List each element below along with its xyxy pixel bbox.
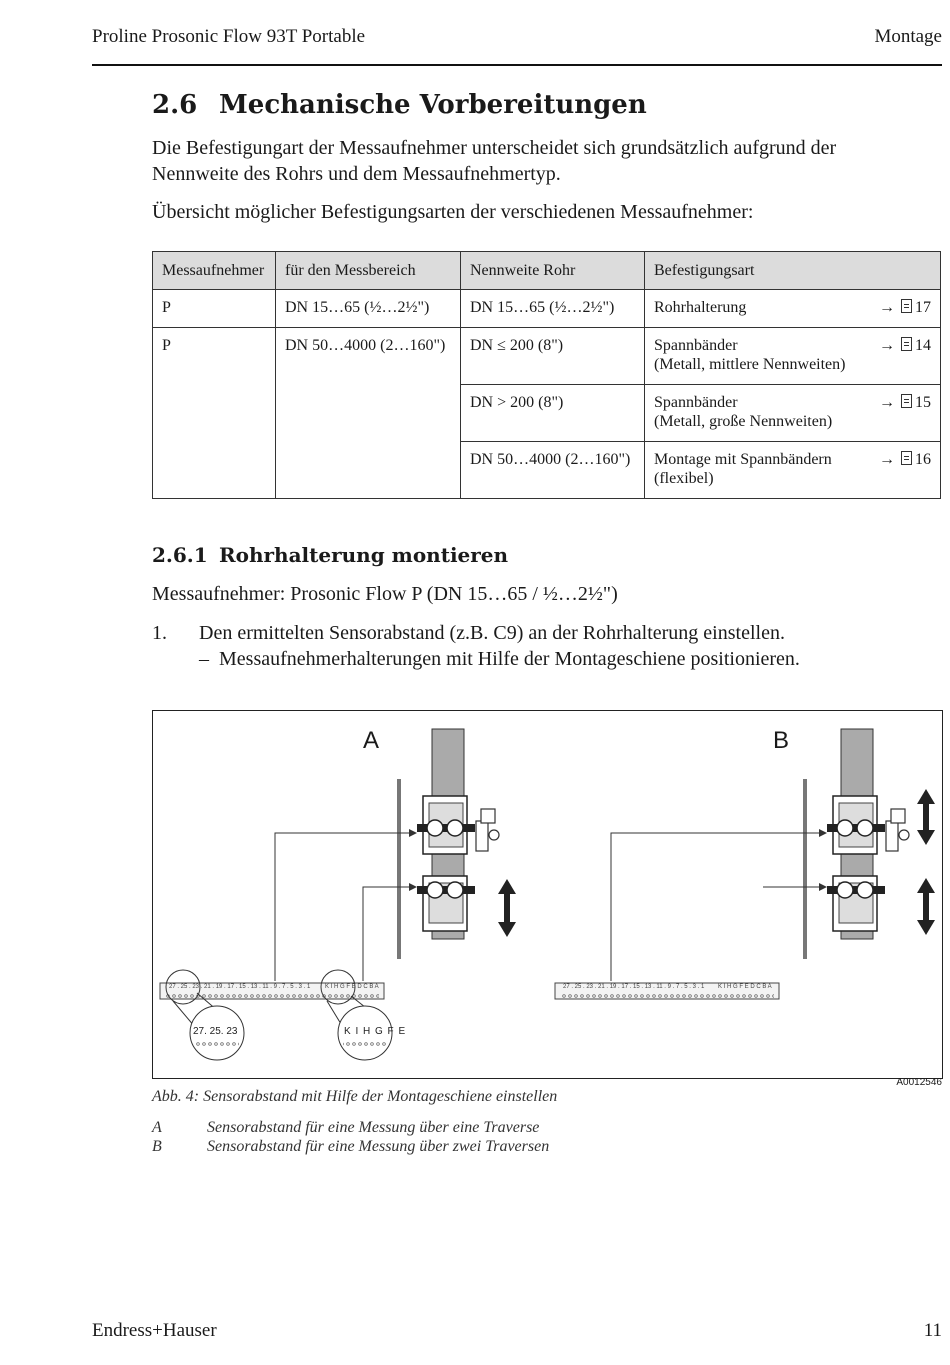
step-number: 1. [152, 622, 167, 644]
subsection-title: Rohrhalterung montieren [219, 543, 509, 567]
zoom-right-label: K I H G F E [344, 1026, 407, 1037]
method-detail: (Metall, große Nennweiten) [654, 413, 833, 430]
mounting-plate [803, 779, 807, 959]
legend-text-a: Sensorabstand für eine Messung über eine Traverse [207, 1119, 540, 1136]
cell-range: DN 50…4000 (2…160") [276, 328, 461, 499]
legend-text-b: Sensorabstand für eine Messung über zwei Traversen [207, 1138, 550, 1155]
label-b: B [773, 727, 790, 754]
adjust-arrow-icon [923, 804, 929, 830]
panel-b-assembly [611, 729, 935, 981]
col-header-sensor: Messaufnehmer [153, 252, 276, 290]
method-label: Spannbänder [654, 394, 738, 411]
header-title: Proline Prosonic Flow 93T Portable [92, 26, 366, 47]
arrow-icon: → [879, 299, 895, 316]
rail-b-scale: 27 . 25 . 23 . 21 . 19 . 17 . 15 . 13 . 11 . 9 . 7 . 5 . 3 . 1 [563, 984, 705, 990]
section-title: Mechanische Vorbereitungen [219, 90, 647, 120]
zoom-left-label: 27. 25. 23 [193, 1026, 238, 1037]
method-label: Montage mit Spannbändern [654, 451, 832, 468]
col-header-nominal: Nennweite Rohr [461, 252, 645, 290]
figure-caption [152, 1088, 557, 1106]
cell-method [645, 328, 941, 385]
legend-key-b: B [152, 1138, 162, 1155]
caption-text: Sensorabstand mit Hilfe der Montageschiene einstellen [203, 1088, 558, 1105]
cell-range: DN 15…65 (½…2½") [276, 290, 461, 328]
cell-method [645, 385, 941, 442]
label-a: A [363, 727, 380, 754]
method-label: Rohrhalterung [654, 299, 747, 316]
section-heading [152, 90, 647, 120]
adjust-arrow-icon [504, 894, 510, 922]
substep-text: Messaufnehmerhalterungen mit Hilfe der Montageschiene positionieren. [219, 648, 800, 670]
mounting-plate [397, 779, 401, 959]
page-icon [901, 394, 912, 408]
figure-code: A0012546 [896, 1077, 942, 1088]
page-icon [901, 337, 912, 351]
page-reference[interactable] [879, 393, 931, 412]
mounting-table [152, 251, 941, 499]
page-reference[interactable] [879, 450, 931, 469]
arrow-icon: → [879, 394, 895, 411]
table-header-row [153, 252, 941, 290]
table-row [153, 328, 941, 385]
diagram-drawing [153, 711, 942, 1078]
cell-nominal: DN > 200 (8") [461, 385, 645, 442]
rail-b-letters: K I H G F E D C B A [718, 984, 772, 990]
method-detail: (Metall, mittlere Nennweiten) [654, 356, 846, 373]
rail-a-scale: 27 . 25 . 23 . 21 . 19 . 17 . 15 . 13 . 11 . 9 . 7 . 5 . 3 . 1 [169, 984, 311, 990]
intro-paragraph [152, 135, 932, 187]
page-number: 16 [915, 451, 931, 468]
cell-nominal: DN ≤ 200 (8") [461, 328, 645, 385]
panel-a-assembly [275, 729, 516, 981]
section-number: 2.6 [152, 90, 198, 120]
sensor-line: Messaufnehmer: Prosonic Flow P (DN 15…65 / ½…2½") [152, 583, 618, 605]
page-icon [901, 451, 912, 465]
step-text: Den ermittelten Sensorabstand (z.B. C9) an der Rohrhalterung einstellen. [199, 622, 785, 644]
table-row [153, 290, 941, 328]
substep-dash: – [199, 648, 209, 670]
header-rule [92, 64, 942, 66]
page-number: 15 [915, 394, 931, 411]
cell-nominal: DN 50…4000 (2…160") [461, 442, 645, 499]
adjust-arrow-icon [923, 893, 929, 920]
cell-method [645, 442, 941, 499]
page-reference[interactable] [879, 336, 931, 355]
intro-line-2: Nennweite des Rohrs und dem Messaufnehmertyp. [152, 163, 561, 185]
intro-line-1: Die Befestigungart der Messaufnehmer unterscheidet sich grundsätzlich aufgrund der [152, 137, 837, 159]
cell-nominal: DN 15…65 (½…2½") [461, 290, 645, 328]
cell-sensor: P [153, 290, 276, 328]
caption-prefix: Abb. 4: [152, 1088, 200, 1105]
rail-a-letters: K I H G F E D C B A [325, 984, 379, 990]
arrow-icon: → [879, 451, 895, 468]
col-header-method: Befestigungsart [645, 252, 941, 290]
method-label: Spannbänder [654, 337, 738, 354]
figure-rail-diagram [152, 710, 943, 1079]
col-header-range: für den Messbereich [276, 252, 461, 290]
subsection-heading [152, 543, 508, 567]
arrow-icon: → [879, 337, 895, 354]
subsection-number: 2.6.1 [152, 543, 208, 567]
cell-sensor: P [153, 328, 276, 499]
page-number: 11 [923, 1320, 942, 1341]
legend-key-a: A [152, 1119, 162, 1136]
header-section: Montage [874, 26, 942, 47]
page-number: 17 [915, 299, 931, 316]
overview-paragraph: Übersicht möglicher Befestigungsarten der verschiedenen Messaufnehmer: [152, 201, 754, 223]
footer-brand: Endress+Hauser [92, 1320, 217, 1341]
page-number: 14 [915, 337, 931, 354]
page-icon [901, 299, 912, 313]
page-reference[interactable] [879, 298, 931, 317]
cell-method [645, 290, 941, 328]
method-detail: (flexibel) [654, 470, 714, 487]
